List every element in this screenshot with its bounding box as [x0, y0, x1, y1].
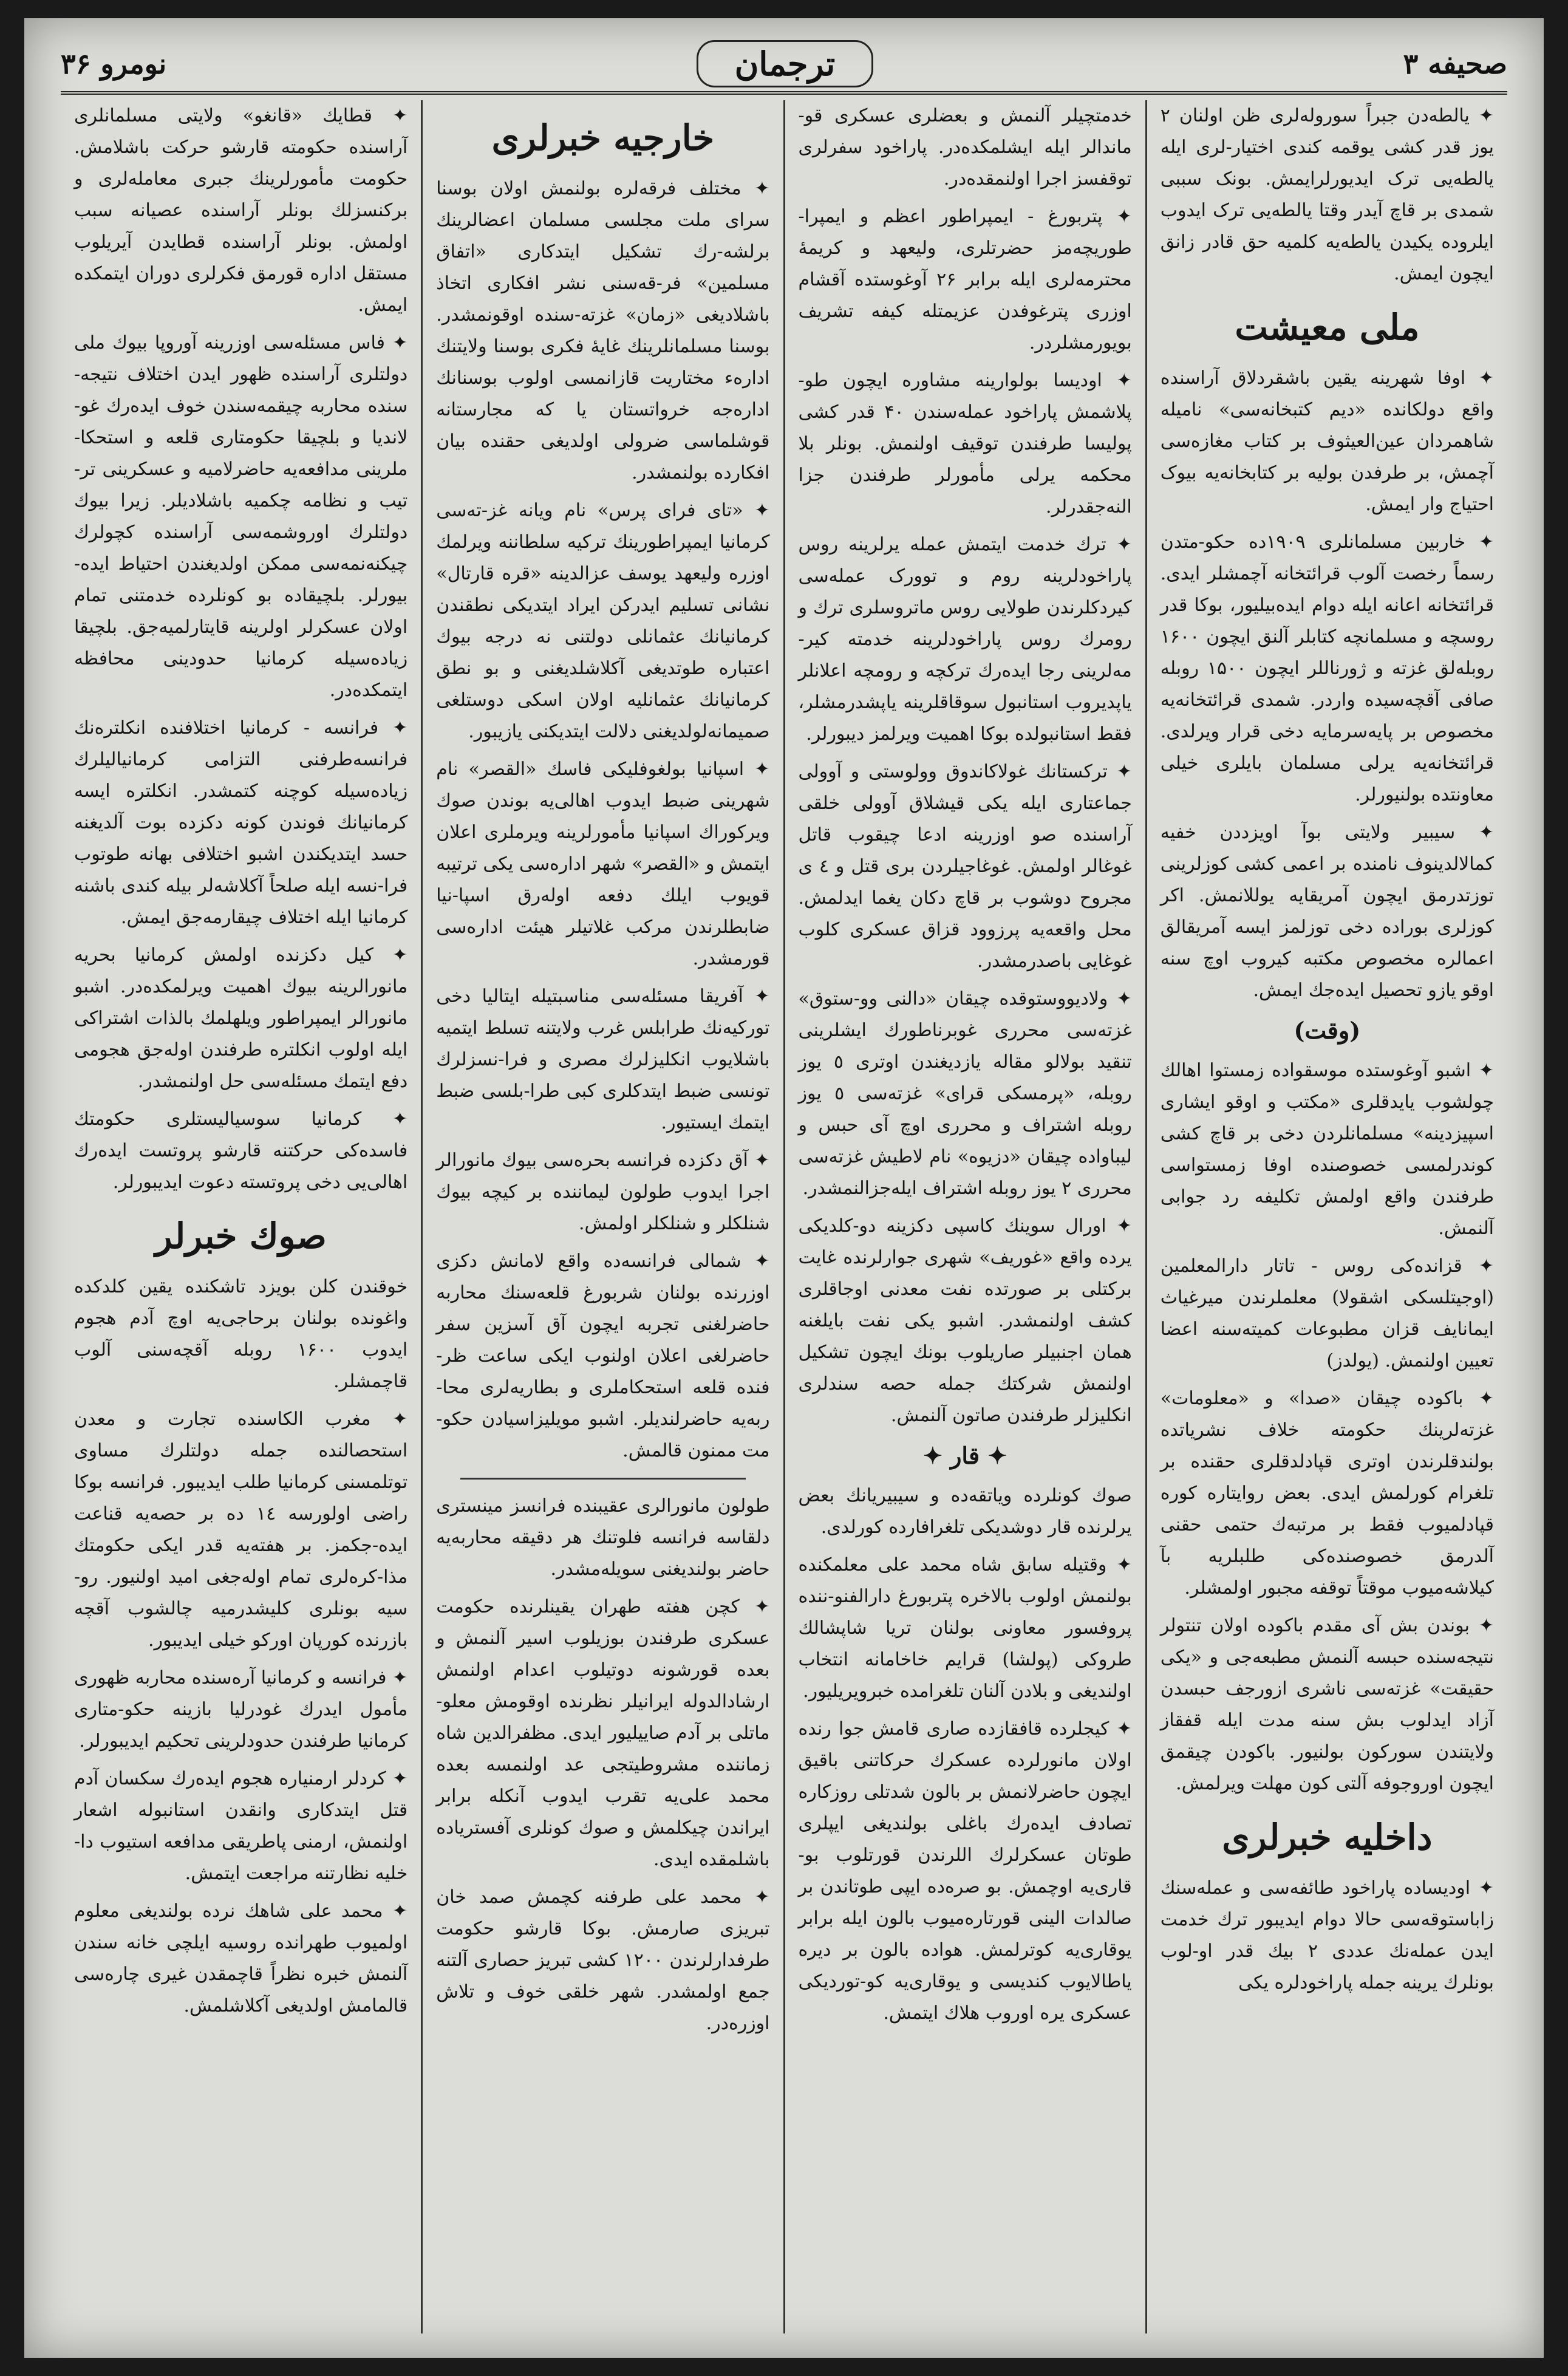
article: ✦ خاربین مسلمانلری ۱۹۰۹ده حکو-متدن رسماً رخصت آلوب قرائتخانه آچمشلر ایدی. قرائتخانه اعانه ایله دوام ایده‌بیلیور، بوکا قدر روسچه و مسلمانچه کتابلر آلنق ایچون ۱۶۰۰ روبله‌لق غزته و ژورناللر ایچون ۱۵۰۰ روبله صافی آقچەسیده واردر. شمدی قرائتخانەیه مخصوص بر پایه‌سرمایه دخی قرار ویرلدی. قرائتخانەیه یرلی مسلمان بایلری خیلی معاونتده بولنیورلر. — [1160, 531, 1494, 805]
article: ✦ کچن هفته طهران یقینلرنده حکومت عسکری طرفندن بوزیلوب اسیر آلنمش و بعده قورشونه دوتیلوب اعدام اولنمش ارشادالدوله ایرانیلر نظرنده اوقومش معلو-ماتلی بر آدم صاییلیور ایدی. مظفرالدین شاه زماننده مشروطیتجی عد اولنمسه بعده محمد علی‌یه تقرب ایدوب آنکله برابر ایراندن چیکلمش و صوك کونلری آفسترياده باشلمقده ایدی. — [436, 1596, 770, 1870]
article: ✦ اسپانیا بولغوفلیکی فاسك «القصر» نام شهرینی ضبط ایدوب اهالی‌یه بوندن صوك ویرکوراك اسپانیا مأمورلرینه ویرملری اعلان ایتمش و «القصر» شهر ادارەسی یکی ترتیبه قویوب ایلك دفعه اولەرق اسپا-نیا ضابطلرندن مرکب غلاتیلر هیئت ادارەسی قورمشدر. — [436, 759, 770, 969]
article: ✦ قطایك «قانغو» ولایتی مسلمانلری آراسنده حکومته قارشو حرکت باشلامش. حکومت مأمورلرینك جبری معاملەلری و برکنسزلك بونلر آراسنده عصیانه سبب اولمش. بونلر آراسنده قطایدن آیریلوب مستقل اداره قورمق فکرلری دوران ایتمکده ایمش. — [74, 105, 408, 316]
article: ✦ اشبو آوغوستده موسقوادە زمستوا اهالك چولشوب یایدقلری «مکتب و اوقو ایشاری اسپیزدینه» مسلمانلردن دخی بر قاچ کشی کوندرلمسی خصوصنده اوفا زمستواسی طرفندن واقع اولمش تکلیفه رد جوابی آلنمش. — [1160, 1060, 1494, 1239]
article: ✦ وقتیله سابق شاه محمد علی معلمکنده بولنمش اولوب بالاخره پتربورغ دارالفنو-ننده پروفسور معاونی بولنان تریا شاپشالك طروکی (پولشا) قرایم خاخامانه انتخاب اولندیغی و بلادن آلنان تلغرامده خبرویریلیور. — [798, 1554, 1132, 1702]
article: ✦ مغرب الکاسنده تجارت و معدن استحصالنده جمله دولتلرك مساوی توتلمسنی کرمانیا طلب ایدیبور. فرانسه بوکا راضی اولورسه ۱٤ دە بر حصه‌یه قناعت ایده-جکمز. بر هفته‌یه قدر ایکی حکومتك مذا-کره‌لری تمام اوله‌جغی امید اولنیور. رو-سیه بونلری کلیشدرمیه چالشوب آقچه بازرنده کورپان اورکو خیلی ایدیبور. — [74, 1408, 408, 1651]
column-2 — [785, 100, 1145, 2333]
article: ✦ مختلف فرقەلره بولنمش اولان بوسنا سرای ملت مجلسی مسلمان اعضالرینك برلشه-رك تشکیل ایتدکاری «اتفاق مسلمین» فر-قەسنی نشر افکاری اتخاذ باشلادیغی «زمان» غزتە-سنده اوقونمشدر. بوسنا مسلمانلرینك غایۀ فکری بوسنا ولایتنك اداره‌ء مختاریت قازانمسی اولوب بوسنانك اداره‌جه خرواتستان یا که مجارستانه قوشلماسی ضرولی اولدیغی حقنده بیان افکارده بولنمشدر. — [436, 178, 770, 483]
article: ✦ فرانسه - کرمانیا اختلافنده انکلتره‌نك فرانسه‌طرفنی التزامی کرمانیالیلرك زیاده‌سیله کوچنه کتمشدر. انکلتره ایسه کرمانیانك فوندن کونه دکزده بوت آلدیغنه حسد ایتدیکندن اشبو اختلافی بهانه طوتوب فرا-نسه ایله صلحاً آکلاشەلر بیله کندی باشنه کرمانیا ایله اختلاف چیقارمەجق ایمش. — [74, 717, 408, 928]
article: ✦ کرمانیا سوسیالیستلری حکومتك فاسده‌کی حرکتنه قارشو پروتست ایده‌رك اهالی‌یی دخی پروتسته دعوت ایدیبورلر. — [74, 1108, 408, 1193]
article: طولون مانورالری عقیبنده فرانسز مینستری دلقاسه فرانسه فلوتنك هر دقیقه محاربه‌یه حاضر بولندیغنی سویله‌مشدر. — [436, 1495, 770, 1580]
section-heading-kharijiye: خارجیه خبرلری — [491, 117, 715, 159]
article: ✦ سیبیر ولایتی بوآ اویزددن خفیه کمالالدینوف نامنده بر اعمی کشی کوزلرینی توزتدرمق ایچون آمریقایه یوللانمش. اکر کوزلری بورادە دخی توزلمز ایسه آمریقالق اعمالره مخصوص مکتبه کیروب اوچ سنه اوقو یازو تحصیل ایده‌جك ایمش. — [1160, 822, 1494, 1001]
section-heading-milli: ملی معیشت — [1235, 307, 1420, 348]
article: ✦ آق دکزده فرانسه بحرەسی بیوك مانورالر اجرا ایدوب طولون لیماننده بر کیچه بیوك شنلکلر و شنلکلر اولمش. — [436, 1150, 770, 1234]
article: ✦ بوندن بش آی مقدم باکوده اولان تنتولر نتیجەسنده حبسه آلنمش مطبعه‌جی و «یکی حقیقت» غزتەسی ناشری ازورجف حبسدن آزاد ایدلوب بش سنه مدت ایله قفقاز ولایتندن سورکون بولنیور. باکودن چیقمق ایچون اوروجوفه آلتی کون مهلت ویرلمش. — [1160, 1615, 1494, 1794]
article: ✦ اودیسا بولوارینه مشاوره ایچون طو-پلاشمش پاراخود عمله‌سندن ۴۰ قدر کشی پولیسا طرفندن توقیف اولنمش. بونلر بلا محکمه یرلی مأمورلر طرفندن جزا النه‌جقدرلر. — [798, 370, 1132, 517]
article: ✦ کیجلرده قافقازده صاری قامش جوا رنده اولان مانورلرده عسکرك حرکاتنی باقیق ایچون حاضرلانمش بر بالون شدتلی روزکاره تصادف ایده‌رك باغلی بولندیغی ایپلری طوتان عسکرلرك اللرندن قورتلوب بو-قاری‌یه اوچمش. بو صرەده ایپی طوتاندن بر صالدات الینی قورتارەمیوب بالون ایله برابر یوقاری‌یه کوترلمش. هواده بالون بر دیره یاطالایوب کندیسی و یوقاری‌یه کو-توردیکی عسکری یره اوروب هلاك ایتمش. — [798, 1718, 1132, 2024]
article: ✦ ترکستانك غولاکاندوق وولوستی و آوولی جماعتاری ایله یکی قیشلاق آوولی خلقی آراسنده صو اوزرینه ادعا چیقوب قاتل غوغالر اولمش. غوغاجیلردن بری قتل و ٤ ی مجروح دوشوب بر قاچ دکان یغما ایدلمش. محل واقعه‌یه پرزوود قزاق عسکری کلوب غوغایی باصدرمشدر. — [798, 761, 1132, 972]
article: ✦ فرانسه و کرمانیا آرەسنده محاربه ظهوری مأمول ایدرك غودرلیا بازینه حکو-متاری کرمانیا طرفندن حدودلرینی تحکیم ایدیبورلر. — [74, 1667, 408, 1752]
masthead — [61, 36, 1507, 95]
article: صوك کونلرده ویاتقەده و سیبیریانك بعض یرلرنده قار دوشدیکی تلغرافارده کورلدی. — [798, 1485, 1132, 1538]
article: ✦ ولادیووستوقده چیقان «دالنی وو-ستوق» غزتەسی محرری غوبرناطورك ایشلرینی تنقید بولالو مقاله یازدیغندن اوتری ٥ یوز روبله، «پرمسکی قرای» غزتەسی ٥ یوز روبله اشتراف و محرری اوچ آی حبس و لیباواده چیقان «دزیوه» نام لاطیش غزتەسی محرری ۲ یوز روبله اشتراف ایله‌جزالنمشدر. — [798, 988, 1132, 1199]
article: ✦ آفریقا مسئلەسی مناسبتیله ایتالیا دخی توركیه‌نك طرابلس غرب ولایتنه تسلط ایتمیه باشلایوب انکلیزلرك مصری و فرا-نسزلرك تونسی ضبط ایتدکلری کبی طرا-بلسی ضبط ایتمك ایستیور. — [436, 986, 770, 1133]
article: خوقندن کلن بویزد تاشکنده یقین کلدکده واغونده بولنان برحاجی‌یه اوچ آدم هجوم ایدوب ۱۶۰۰ روبله آقچەسنی آلوب قاچمشلر. — [74, 1276, 408, 1392]
article: ✦ یالطه‌دن جبراً سورولەلری ظن اولنان ۲ یوز قدر کشی یوقمه کندی اختیار-لری ایله یالطەیی ترک ایدیورلرایمش. بونک سببی شمدی بر قاچ آیدر وقتا یالطەیی ترک ایدوب ایلرودە یکیدن یالطەیه کلمیه حق قادر زانق ایچون ایمش. — [1160, 105, 1494, 284]
column-1 — [1147, 100, 1507, 2333]
article: ✦ قزانده‌کی روس - تاتار دارالمعلمین (اوجیتلسکی اشقولا) معلملرندن میرغیاث ایمانایف قزان مطبوعات کمیتەسنه اعضا تعیین اولنمش. (یولدز) — [1160, 1255, 1494, 1371]
article: ✦ اورال سوینك کاسپی دکزینه دو-کلدیکی یرده واقع «غوریف» شهری جوارلرنده غایت برکتلی بر صورتده نفت معدنی اوجاقلری کشف اولنمشدر. اشبو یکی نفت بایلغنه همان اجنبیلر صاریلوب بونك ایچون تشکیل اولنمش شرکتك جمله حصه سندلری انکلیزلر طرفندن صاتون آلنمش. — [798, 1215, 1132, 1426]
column-4 — [61, 100, 421, 2333]
article: ✦ کیل دکزنده اولمش کرمانیا بحریه مانورالرینه بیوك اهمیت ویرلمکده‌در. اشبو مانورالر ایمپراطور ویلهلمك بالذات اشتراکی ایله اولوب انکلتره طرفندن اوله‌جق هجومی دفع ایتمك مسئلەسی حل اولنمشدر. — [74, 944, 408, 1092]
article: ✦ محمد علی شاهك نرده بولندیغی معلوم اولمیوب طهرانده روسیه ایلچی خانه سندن آلنمش خبره نظراً قاچمقدن غیری چاره‌سی قالمامش اولدیغی آکلاشلمش. — [74, 1900, 408, 2016]
article: ✦ اوفا شهرینه یقین باشقردلاق آراسنده واقع دولکانده «دیم کتبخانەسی» نامیله شاهمردان عین‌العیثوف بر کتاب مغازەسی آچمش، بر طرفدن بولیه بر کتابخانەیه بیوک احتیاج وار ایمش. — [1160, 367, 1494, 515]
article: ✦ فاس مسئلەسی اوزرینه آوروپا بیوك ملی دولتلری آراسنده ظهور ایدن اختلاف نتیجه-سنده محاربه چیقمەسندن خوف ایده‌رك غو-لاندیا و بلچیقا حکومتاری قلعه و استحکا-ملرینی مدافعه‌یه حاضرلامیه و عسکرینی تر-تیب و نظامه چکمیه باشلادیلر. زیرا بیوك دولتلرك اوروشمەسی آراسنده کچولرك چیکنه‌نمەسی ممکن اولدیغندن احتیاط ایده-بیورلر. بلچیقاده بو کونلرده خدمتنی تمام اولان عسکرلر اولرینه قایتارلمیه‌جق. بلچیقا زیاده‌سیله کرمانیا حدودینی محافظه ایتمکده‌در. — [74, 332, 408, 701]
article: ✦ «تای فرای پرس» نام ویانه غز-تەسی کرمانیا ایمپراطورینك ترکیه سلطاننه ویرلمك اوزره ولیعهد یوسف عزالدینه «قره قارتال» نشانی تسلیم ایدرکن ایراد ایتدیکی نطقندن کرمانیانك عثمانلی دولتنی نه درجه بیوك اعتباره طوتدیغی آکلاشلدیغنی و بو نطق کرمانیانك عثمانلیه اولان اسکی دوستلغی صمیمانه‌لولدیغنی دلالت ایتدیکنی یازیبور. — [436, 500, 770, 742]
divider — [460, 1478, 745, 1480]
newspaper-title: ترجمان — [697, 40, 874, 87]
section-heading-dakhiliye: داخلیه خبرلری — [1222, 1817, 1433, 1858]
article: ✦ شمالی فرانسه‌ده واقع لامانش دکزی اوزرنده بولنان شربورغ قلعەسنك محاربه حاضرلغنی تجربه ایچون آق آسزین سفر حاضرلغی اعلان اولنوب ایکی ساعت ظر-فنده قلعه استحکاملری و بطاریه‌لری محا-ربه‌یه حاضرلندیلر. اشبو مویلیزاسیادن حکو-مت ممنون قالمش. — [436, 1251, 770, 1461]
page-number: صحیفه ۳ — [1403, 47, 1507, 80]
section-heading-qar: ✦ قار ✦ — [923, 1442, 1007, 1469]
column-3 — [423, 100, 783, 2333]
section-heading-son: صوك خبرلر — [155, 1215, 327, 1257]
article: ✦ محمد علی طرفنه کچمش صمد خان تبریزی صارمش. بوکا قارشو حکومت طرفدارلرندن ۱۲۰۰ کشی تبریز حصاری آلتنه جمع اولمشدر. شهر خلقی خوف و تلاش اوزره‌در. — [436, 1886, 770, 2034]
source-label: (وقت) — [1294, 1017, 1361, 1044]
article: ✦ کردلر ارمنیاره هجوم ایده‌رك سکسان آدم قتل ایتدکاری وانقدن استانبوله اشعار اولنمش، ارمنی پاطریقی مدافعه استیوب دا-خلیه نظارتنه مراجعت ایتمش. — [74, 1768, 408, 1884]
newspaper-page — [24, 18, 1544, 2358]
article: ✦ ترك خدمت ایتمش عمله یرلرینه روس پاراخودلرینه روم و توورک عمله‌سی کیردکلرندن طولایی روس ماتروسلری ترك و رومرك روس پاراخودلرینه خدمته کیر-مەلرینی رجا ایده‌رك ترکچه و رومچه اعلانلر یاپدیروب استانبول سوقاقلرینه یاپشدرمشلر، فقط استانبولده بوکا اهمیت ویرلمز دیبورلر. — [798, 534, 1132, 745]
issue-number: نومرو ۳۶ — [61, 47, 167, 80]
article: ✦ اودیسادە پاراخود طائفەسی و عمله‌سنك زاباستوقەسی حالا دوام ایدیبور ترك خدمت ایدن عمله‌نك عددی ۲ بیك قدر او-لوب بونلرك یرینه جمله پاراخودلره یکی — [1160, 1877, 1494, 1993]
columns — [61, 100, 1507, 2333]
article: ✦ پتربورغ - ایمپراطور اعظم و ایمپرا-طوریچەمز حضرتلری، ولیعهد و کریمۀ محترمەلری ایله برابر ۲۶ آوغوستده آقشام اوزری پترغوفدن عزیمتله کیفه تشریف بویورمشلردر. — [798, 206, 1132, 353]
article: ✦ باکوده چیقان «صدا» و «معلومات» غزتەلرینك حکومته خلاف نشریاتده بولندقلرندن اوتری قپادلدقلری حقنده بر تلغرام کورلمش ایدی. بعض روایتاره کوره قپادلمیوب فقط بر مرتبه‌ك حتمی حقنی آلدرمق خصوصنده‌کی طلبلریه بآ کیلاشه‌میوب موقتاً توقفه مجبور اولمشلر. — [1160, 1388, 1494, 1599]
article: خدمتچیلر آلنمش و بعضلری عسکری قو-ماندالر ایله ایشلمکده‌در. پاراخود سفرلری توقفسز اجرا اولنمقده‌در. — [798, 105, 1132, 189]
